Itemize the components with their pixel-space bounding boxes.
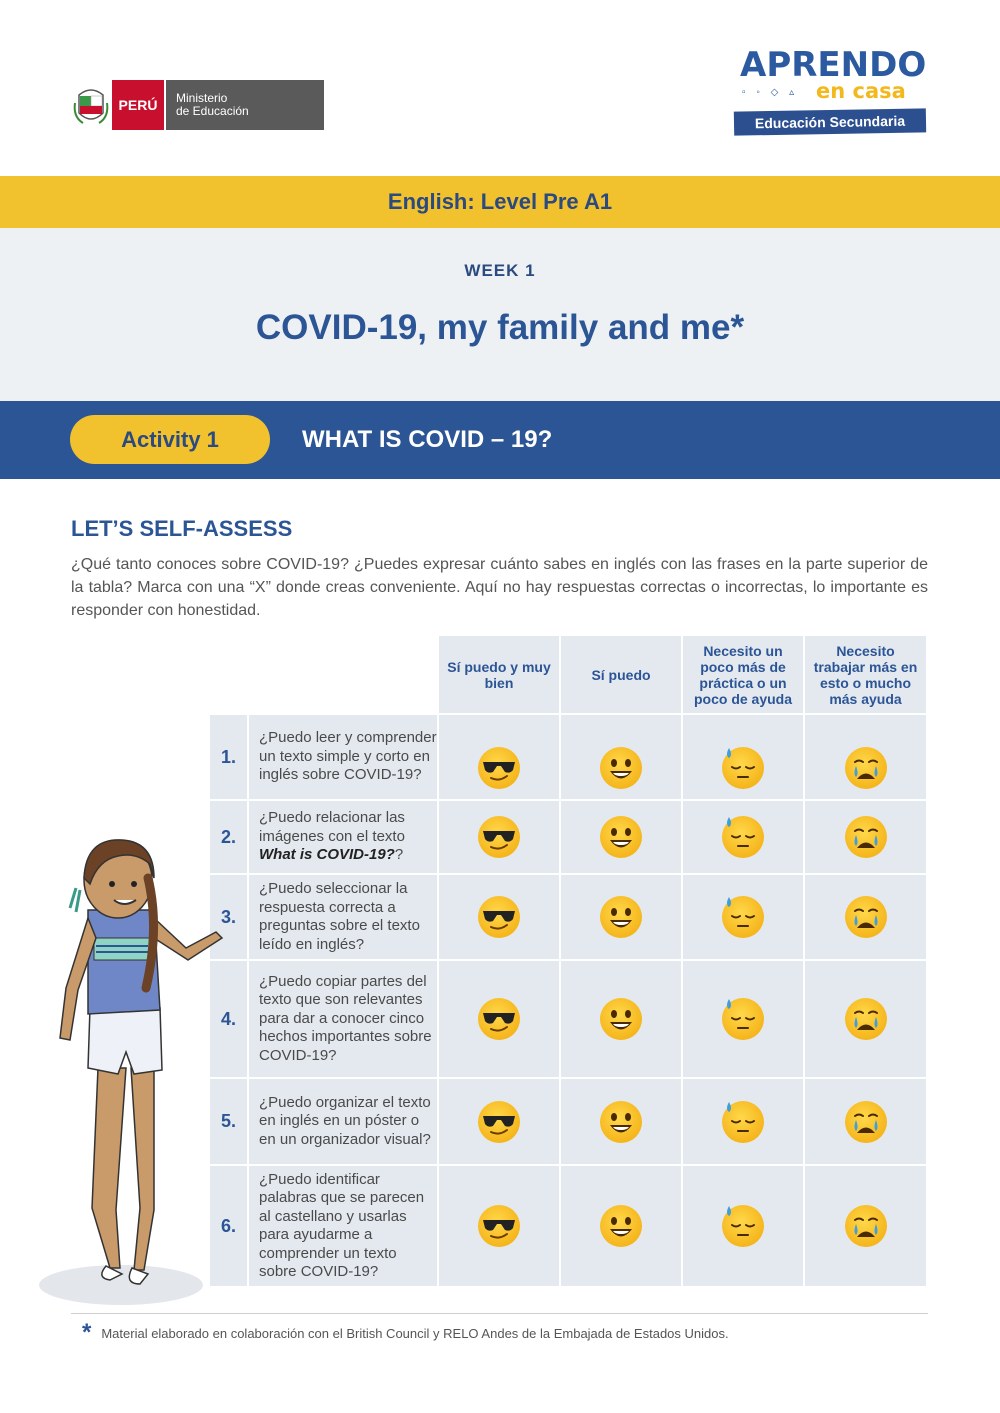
column-header: Necesito un poco más de práctica o un poco de ayuda bbox=[683, 636, 803, 713]
rating-cell[interactable] bbox=[805, 1166, 926, 1286]
rating-cell[interactable] bbox=[561, 875, 681, 959]
crying-face-icon bbox=[844, 997, 888, 1041]
rating-cell[interactable] bbox=[805, 875, 926, 959]
footer-divider bbox=[71, 1313, 928, 1314]
crying-face-icon bbox=[844, 895, 888, 939]
rating-cell[interactable] bbox=[439, 961, 559, 1077]
week-label: WEEK 1 bbox=[464, 261, 536, 280]
activity-title: WHAT IS COVID – 19? bbox=[302, 426, 553, 453]
sweat-face-icon bbox=[721, 1100, 765, 1144]
ministry-line-1: Ministerio bbox=[176, 91, 228, 105]
smiling-face-icon bbox=[599, 746, 643, 790]
self-assessment-table bbox=[210, 636, 926, 1287]
ministry-logo bbox=[70, 80, 324, 130]
smiling-face-icon bbox=[599, 1204, 643, 1248]
column-header: Sí puedo bbox=[561, 636, 681, 713]
row-number: 2. bbox=[210, 801, 247, 873]
rating-cell[interactable] bbox=[439, 1079, 559, 1164]
rating-cell[interactable] bbox=[683, 1166, 803, 1286]
footer-text: Material elaborado en colaboración con el British Council y RELO Andes de la Embajada de Estados Unidos. bbox=[101, 1325, 729, 1341]
brand-sub: en casa bbox=[816, 79, 906, 103]
row-number: 1. bbox=[210, 715, 247, 799]
sunglasses-face-icon bbox=[477, 1100, 521, 1144]
intro-paragraph: ¿Qué tanto conoces sobre COVID-19? ¿Puedes expresar cuánto sabes en inglés con las frases en la parte superior de la tabla? Marca con una “X” donde creas conveniente. Aquí no hay respuestas correctas o incorrectas, lo importante es responder con honestidad. bbox=[71, 556, 928, 619]
rating-cell[interactable] bbox=[805, 715, 926, 799]
row-question bbox=[249, 801, 437, 873]
rating-cell[interactable] bbox=[683, 875, 803, 959]
brand-tag: Educación Secundaria bbox=[734, 108, 926, 135]
sunglasses-face-icon bbox=[477, 746, 521, 790]
smiling-face-icon bbox=[599, 895, 643, 939]
row-number: 4. bbox=[210, 961, 247, 1077]
rating-cell[interactable] bbox=[439, 875, 559, 959]
rating-cell[interactable] bbox=[683, 961, 803, 1077]
rating-cell[interactable] bbox=[561, 1079, 681, 1164]
sweat-face-icon bbox=[721, 997, 765, 1041]
footer-note bbox=[82, 1319, 729, 1346]
rating-cell[interactable] bbox=[805, 1079, 926, 1164]
row-number: 5. bbox=[210, 1079, 247, 1164]
page-title: COVID-19, my family and me* bbox=[255, 308, 745, 347]
smiling-face-icon bbox=[599, 815, 643, 859]
course-title: English: Level Pre A1 bbox=[387, 189, 613, 214]
activity-pill: Activity 1 bbox=[70, 415, 270, 464]
girl-illustration bbox=[36, 838, 251, 1308]
question-suffix: ? bbox=[394, 846, 404, 864]
rating-cell[interactable] bbox=[561, 961, 681, 1077]
aprendo-en-casa-logo bbox=[730, 45, 930, 140]
sweat-face-icon bbox=[721, 746, 765, 790]
row-question: ¿Puedo leer y comprender un texto simple y corto en inglés sobre COVID-19? bbox=[249, 715, 437, 799]
column-header: Sí puedo y muy bien bbox=[439, 636, 559, 713]
row-question: ¿Puedo seleccionar la respuesta correcta a preguntas sobre el texto leído en inglés? bbox=[249, 875, 437, 959]
asterisk-icon: * bbox=[82, 1319, 92, 1346]
rating-cell[interactable] bbox=[683, 715, 803, 799]
brand-dots-icon: ▫ ◦ ◇ ▵ bbox=[742, 87, 799, 98]
coat-of-arms-icon bbox=[70, 80, 112, 130]
rating-cell[interactable] bbox=[439, 801, 559, 873]
row-question: ¿Puedo identificar palabras que se parecen al castellano y usarlas para ayudarme a comprender un texto sobre COVID-19? bbox=[249, 1166, 437, 1286]
row-question: ¿Puedo organizar el texto en inglés en un póster o en un organizador visual? bbox=[249, 1079, 437, 1164]
course-band bbox=[0, 176, 1000, 228]
row-question: ¿Puedo copiar partes del texto que son relevantes para dar a conocer cinco hechos importantes sobre COVID-19? bbox=[249, 961, 437, 1077]
sunglasses-face-icon bbox=[477, 1204, 521, 1248]
rating-cell[interactable] bbox=[561, 1166, 681, 1286]
title-band bbox=[0, 228, 1000, 401]
sunglasses-face-icon bbox=[477, 997, 521, 1041]
ministry-name bbox=[164, 80, 324, 130]
sunglasses-face-icon bbox=[477, 815, 521, 859]
question-text: ¿Puedo relacionar las imágenes con el texto bbox=[259, 809, 405, 845]
sunglasses-face-icon bbox=[477, 895, 521, 939]
rating-cell[interactable] bbox=[683, 1079, 803, 1164]
rating-cell[interactable] bbox=[805, 961, 926, 1077]
crying-face-icon bbox=[844, 1100, 888, 1144]
rating-cell[interactable] bbox=[561, 715, 681, 799]
crying-face-icon bbox=[844, 815, 888, 859]
brand-main: APRENDO bbox=[740, 45, 927, 85]
rating-cell[interactable] bbox=[683, 801, 803, 873]
sweat-face-icon bbox=[721, 1204, 765, 1248]
column-header: Necesito trabajar más en esto o mucho más ayuda bbox=[805, 636, 926, 713]
peru-label: PERÚ bbox=[112, 80, 164, 130]
sweat-face-icon bbox=[721, 815, 765, 859]
rating-cell[interactable] bbox=[805, 801, 926, 873]
question-emphasis: What is COVID-19? bbox=[259, 846, 395, 864]
rating-cell[interactable] bbox=[561, 801, 681, 873]
row-number: 3. bbox=[210, 875, 247, 959]
crying-face-icon bbox=[844, 746, 888, 790]
rating-cell[interactable] bbox=[439, 1166, 559, 1286]
activity-band bbox=[0, 401, 1000, 479]
crying-face-icon bbox=[844, 1204, 888, 1248]
row-number: 6. bbox=[210, 1166, 247, 1286]
section-heading: LET’S SELF-ASSESS bbox=[71, 516, 293, 541]
smiling-face-icon bbox=[599, 997, 643, 1041]
smiling-face-icon bbox=[599, 1100, 643, 1144]
rating-cell[interactable] bbox=[439, 715, 559, 799]
sweat-face-icon bbox=[721, 895, 765, 939]
ministry-line-2: de Educación bbox=[176, 104, 249, 118]
